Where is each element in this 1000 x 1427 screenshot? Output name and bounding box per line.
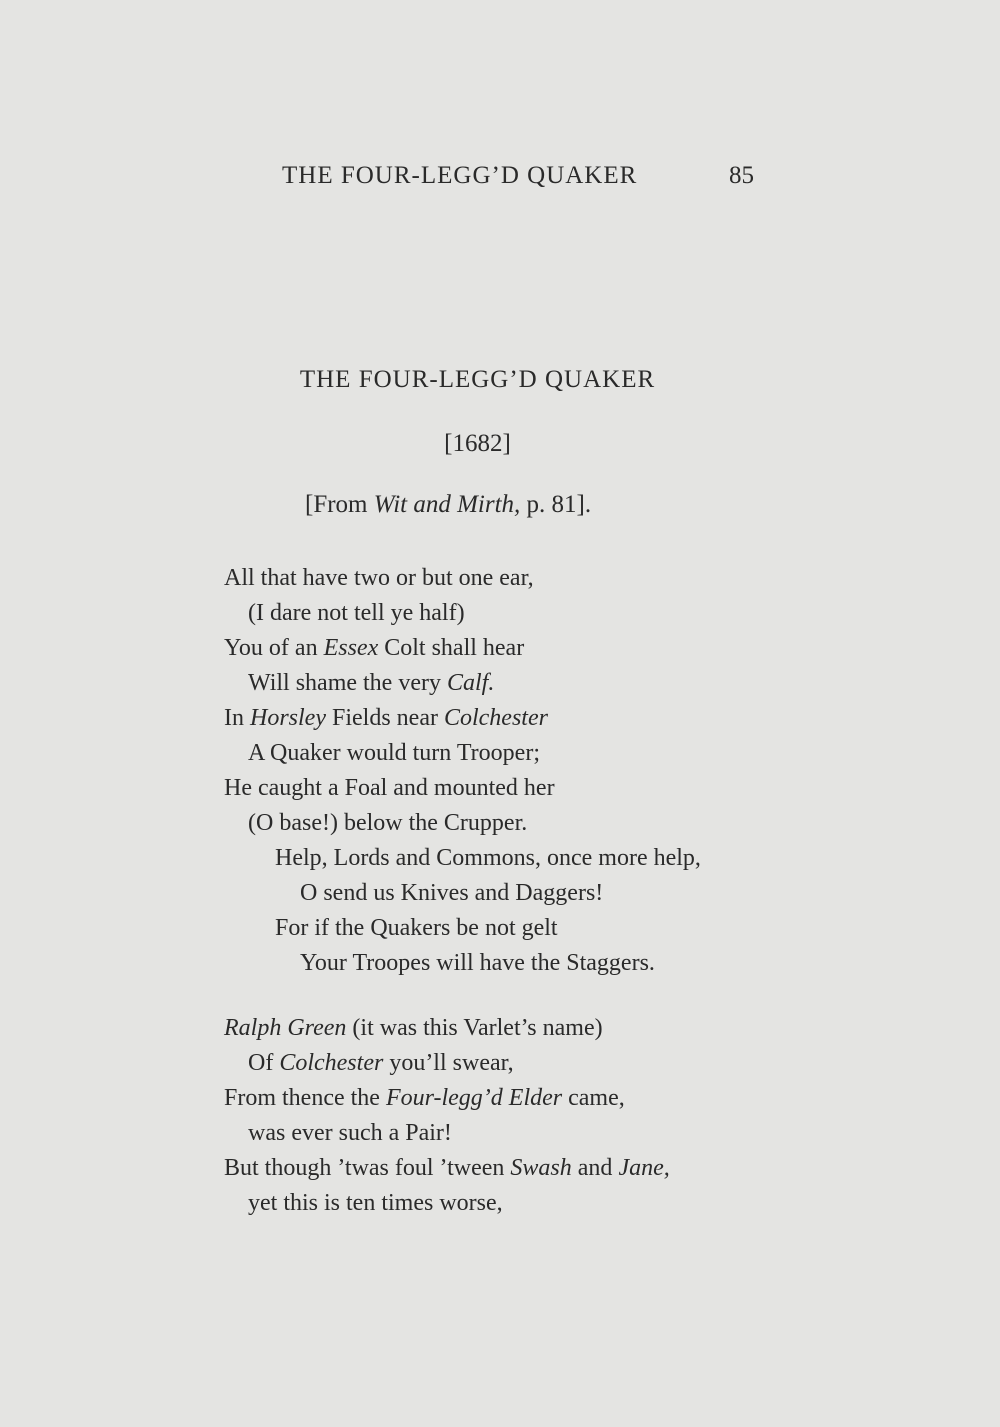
line-text: For if the Quakers be not gelt — [275, 915, 558, 941]
italic-text: Colchester — [443, 705, 548, 731]
poem-line — [248, 1188, 503, 1218]
line-text: Fields near — [325, 705, 444, 731]
poem-line — [248, 808, 527, 838]
source-suffix: p. 81]. — [520, 491, 592, 518]
poem-line — [248, 598, 465, 628]
line-text: All that have two or but one ear, — [224, 565, 534, 591]
italic-text: Calf. — [446, 670, 495, 696]
poem-line — [224, 1013, 603, 1043]
poem-line — [275, 913, 558, 943]
line-text: (it was this Varlet’s name) — [346, 1015, 603, 1041]
italic-text: Four-legg’d Elder — [385, 1085, 563, 1111]
running-head: THE FOUR-LEGG’D QUAKER — [282, 162, 638, 189]
line-text: A Quaker would turn Trooper; — [248, 740, 540, 766]
line-text: Colt shall hear — [378, 635, 525, 661]
source-prefix: [From — [305, 491, 374, 518]
line-text: Of — [248, 1050, 280, 1076]
line-text: came, — [562, 1085, 625, 1111]
line-text: and — [571, 1155, 619, 1181]
line-text: You of an — [224, 635, 324, 661]
line-text: (O base!) below the Crupper. — [248, 810, 528, 836]
line-text: But though ’twas foul ’tween — [224, 1155, 511, 1181]
line-text: From thence the — [224, 1085, 386, 1111]
line-text: In — [224, 705, 250, 731]
poem-line — [300, 878, 603, 908]
line-text: Will shame the very — [248, 670, 447, 696]
italic-text: Colchester — [279, 1050, 384, 1076]
poem-line — [224, 703, 548, 733]
italic-text: Ralph Green — [224, 1015, 347, 1041]
line-text: Help, Lords and Commons, once more help, — [275, 845, 701, 871]
source-work: Wit and Mirth, — [373, 491, 521, 518]
poem-line — [248, 1048, 514, 1078]
italic-text: Jane, — [618, 1155, 670, 1181]
poem-line — [248, 668, 494, 698]
source-citation — [305, 491, 591, 519]
poem-line — [300, 948, 655, 978]
line-text: Your Troopes will have the Staggers. — [300, 950, 655, 976]
page-number: 85 — [729, 162, 754, 189]
poem-line — [224, 633, 524, 663]
line-text: (I dare not tell ye half) — [248, 600, 465, 626]
poem-line — [224, 773, 555, 803]
poem-line — [224, 1153, 670, 1183]
poem-line — [248, 1118, 452, 1148]
poem-line — [224, 563, 534, 593]
poem-line — [275, 843, 701, 873]
page-header — [282, 162, 762, 202]
italic-text: Swash — [510, 1155, 572, 1181]
poem-title: THE FOUR-LEGG’D QUAKER — [299, 366, 656, 393]
line-text: you’ll swear, — [383, 1050, 514, 1076]
italic-text: Essex — [323, 635, 379, 661]
poem-date: [1682] — [444, 430, 511, 457]
italic-text: Horsley — [250, 705, 326, 731]
line-text: was ever such a Pair! — [248, 1120, 452, 1146]
line-text: yet this is ten times worse, — [248, 1190, 503, 1216]
poem-line — [248, 738, 540, 768]
poem-line — [224, 1083, 625, 1113]
line-text: O send us Knives and Daggers! — [300, 880, 604, 906]
line-text: He caught a Foal and mounted her — [224, 775, 555, 801]
